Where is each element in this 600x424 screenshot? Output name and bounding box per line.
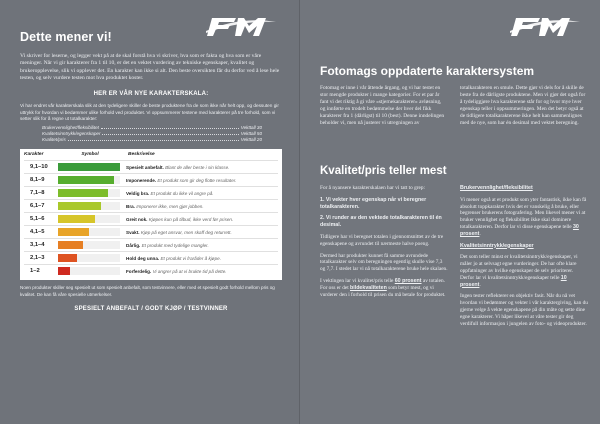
intro-paragraph: Vi skriver for leserne, og legger vekt på at de skal forstå hva vi skriver, hva som er fakta og hva som er våre meninger. Når vi gir karakterer fra 1 til 10, er det en vektet vurdering av tekniske egenskaper, kvalitet og brukeropplevelse, slik vi opplever det. En karakter kan ikke si alt. Den beste oversikten får du derfor ved å lese hele testen, og selv vurdere testen mot hva produktet koster. bbox=[20, 53, 280, 81]
grade-description: Svakt. Kjøp på eget ansvar, men skaff deg returrett. bbox=[126, 229, 232, 235]
grade-bar-fill bbox=[58, 254, 77, 262]
fm-logo bbox=[510, 12, 580, 38]
grade-value: 5,1–6 bbox=[30, 216, 45, 223]
quality-text: Det som teller minst er kvalitetsinntrykk/egenskaper, vi måler jo at selvsagt egne vurderinger. De har ofte klare oppfatninger av hvilke egenskaper de selv prioriterer. Derfor lar vi kvalitetsinntrykk/egenskaper telle 10 prosent. bbox=[460, 254, 578, 288]
grade-description: Hold deg unna. Et produkt vi fraråder å kjøpe. bbox=[126, 255, 221, 261]
lead-text: For å nyansere karakterskalaen har vi tatt to grep: bbox=[320, 185, 426, 191]
page-title: Dette mener vi! bbox=[20, 30, 112, 44]
grade-bar bbox=[58, 202, 120, 210]
scale-card-title: HER ER VÅR NYE KARAKTERSKALA: bbox=[93, 91, 209, 98]
grade-description: Imponerende. Et produkt som gir deg flotte resultater. bbox=[126, 177, 237, 183]
grade-bar-fill bbox=[58, 176, 114, 184]
grade-row bbox=[24, 160, 278, 173]
section-col-2 bbox=[460, 185, 588, 332]
grade-row bbox=[24, 199, 278, 212]
grade-bar-fill bbox=[58, 189, 108, 197]
grade-scale-header: Karakter Symbol Beskrivelse bbox=[24, 152, 155, 158]
grade-value: 7,1–8 bbox=[30, 190, 45, 197]
weight-row: Kvalitetsinntrykk/egenskaper Vekttall 50 bbox=[42, 131, 262, 137]
grade-row bbox=[24, 212, 278, 225]
section-title: Kvalitet/pris teller mest bbox=[320, 165, 447, 177]
subheading-usability: Brukervennlighet/fleksibilitet bbox=[460, 185, 533, 191]
grade-row bbox=[24, 225, 278, 238]
paragraph-3: I vektingen lar vi kvalitet/pris telle 60 prosent av totalen. For oss er det bildekvaliteten som betyr mest, og vi vurderer den i forhold til prisen du må betale for produktet. bbox=[320, 277, 446, 298]
awards-note: Noen produkter skiller seg spesielt ut som spesielt anbefalt, som testvinnere, eller med et spesielt godt forhold mellom pris og kvalitet. De kan få våre spesielle utmerkelser. bbox=[20, 285, 275, 297]
subheading-quality: Kvalitetsinntrykk/egenskaper bbox=[460, 242, 534, 249]
section-columns bbox=[320, 185, 588, 332]
grade-value: 1–2 bbox=[30, 268, 40, 275]
grade-description: Veldig bra. Et produkt du ikke vil angre på. bbox=[126, 190, 214, 196]
usability-text: Vi mener også at et produkt som yter fantastisk, ikke kan få absolutt toppkarakter hvis det er vanskelig å bruke, eller begrenser brukerens fotografering. Men likevel mener vi at bruker vennlighet og fleksibilitet ikke skal dominere totalkarakteren. Derfor lar vi disse egenskapene telle 30 prosent. bbox=[460, 196, 587, 237]
grade-bar bbox=[58, 241, 120, 249]
grade-description: Spesielt anbefalt. Blant de aller beste i sin klasse. bbox=[126, 164, 230, 170]
weight-definitions bbox=[42, 125, 282, 143]
closing-text: Ingen tester reflekterer en objektiv fasit. Når du nå vet hvordan vi bedømmer og vekter i vår karaktergiving, kan du gjerne velge å vekte egenskapene på din måte og sette dine egne karakterer. Vi håper likevel at våre tester gir deg verdifull informasjon i jungelen av foto- og videoprodukter. bbox=[460, 293, 588, 327]
grade-scale-table bbox=[20, 149, 282, 280]
grade-bar-fill bbox=[58, 202, 101, 210]
grade-bar-fill bbox=[58, 241, 83, 249]
section-col-1 bbox=[320, 185, 448, 332]
article-col-1: Fotomag er inne i vår åttende årgang, og vi har testet en stor mengde produkter i mange kategorier. For et par år fant vi det riktig å gi våre «stjernekarakterer» avløsning, og innførte en trodelt bedømmelse der hver del fikk karakterer fra 1 (dårligst) til 10 (best). Denne inndelingen beholder vi, men nå justerer vi utregningen av bbox=[320, 85, 445, 127]
paragraph-1: Tidligere har vi beregnet totalen i gjennomsnittet av de tre egenskapene og avrundet til nærmeste halve poeng. bbox=[320, 233, 444, 247]
grade-description: Dårlig. Et produkt med tydelige mangler. bbox=[126, 242, 209, 248]
grade-bar bbox=[58, 189, 120, 197]
grade-row bbox=[24, 173, 278, 186]
scale-card-intro: Vi har endret vår karakterskala slik at den tydeligere skiller de beste produktene fra de som ikke når helt opp, og dessuten gir uttrykk for hvordan vi bedømmer ulike forhold ved produktet. Vi oppsummerer testene med karakterer på tre forhold, som vi setter slik for å regne ut totalkarakter: bbox=[20, 103, 279, 121]
grade-bar bbox=[58, 267, 120, 275]
value-section bbox=[320, 165, 588, 332]
grade-value: 9,1–10 bbox=[30, 164, 48, 171]
weight-row: Kvalitet/pris Vekttall 20 bbox=[42, 137, 262, 143]
grade-bar-fill bbox=[58, 267, 70, 275]
grade-description: Greit nok. Kjøpes kun på tilbud, ikke verd før prisen. bbox=[126, 216, 234, 222]
grade-bar-fill bbox=[58, 215, 95, 223]
grade-value: 3,1–4 bbox=[30, 242, 45, 249]
right-page bbox=[300, 0, 600, 424]
grade-bar bbox=[58, 215, 120, 223]
grade-row bbox=[24, 186, 278, 199]
grade-row bbox=[24, 251, 278, 264]
fm-logo-icon bbox=[510, 12, 580, 38]
grade-bar bbox=[58, 228, 120, 236]
article-title: Fotomags oppdaterte karaktersystem bbox=[320, 64, 535, 78]
grade-value: 8,1–9 bbox=[30, 177, 45, 184]
grade-bar-fill bbox=[58, 163, 120, 171]
grade-description: Bra. Imponerer ikke, men gjør jobben. bbox=[126, 203, 204, 209]
grade-bar bbox=[58, 254, 120, 262]
article-columns bbox=[320, 85, 588, 128]
grade-value: 4,1–5 bbox=[30, 229, 45, 236]
left-column bbox=[20, 30, 282, 312]
grade-bar-fill bbox=[58, 228, 89, 236]
point-1: 1. Vi vekter hver egenskap når vi beregner totalkarakteren. bbox=[320, 196, 427, 210]
grade-value: 6,1–7 bbox=[30, 203, 45, 210]
weight-row: Brukervennlighet/fleksibilitet Vekttall 30 bbox=[42, 125, 262, 131]
grade-value: 2,1–3 bbox=[30, 255, 45, 262]
paragraph-2: Dermed har produkter kunnet få samme avrundede totalkarakter selv om beregningen egentlig skulle vise 7,3 og 7,7. I stedet lar vi nå totalkarakterene bruke hele skalaen. bbox=[320, 252, 448, 273]
update-article bbox=[320, 64, 588, 128]
grade-row bbox=[24, 264, 278, 277]
article-col-2: totalkarakteren en smule. Dette gjør vi dels for å skille de beste fra de dårligste produktene. Men vi gjør det også for å tydeliggjøre hva karakterene står for og hvor mye hver egenskap teller i oppsummeringen. Men det betyr også at de tidligere totalkarakterene ikke helt kan sammenlignes med de nye, som har én desimal med vektet beregning. bbox=[460, 85, 586, 127]
grade-bar bbox=[58, 176, 120, 184]
grade-bar bbox=[58, 163, 120, 171]
point-2: 2. Vi runder av den vektede totalkarakteren til én desimal. bbox=[320, 215, 442, 229]
grade-description: Forferdelig. Vi angrer på at vi brukte tid på dette. bbox=[126, 268, 227, 274]
awards-tagline: SPESIELT ANBEFALT / GODT KJØP / TESTVINNER bbox=[74, 306, 228, 312]
grade-row bbox=[24, 238, 278, 251]
